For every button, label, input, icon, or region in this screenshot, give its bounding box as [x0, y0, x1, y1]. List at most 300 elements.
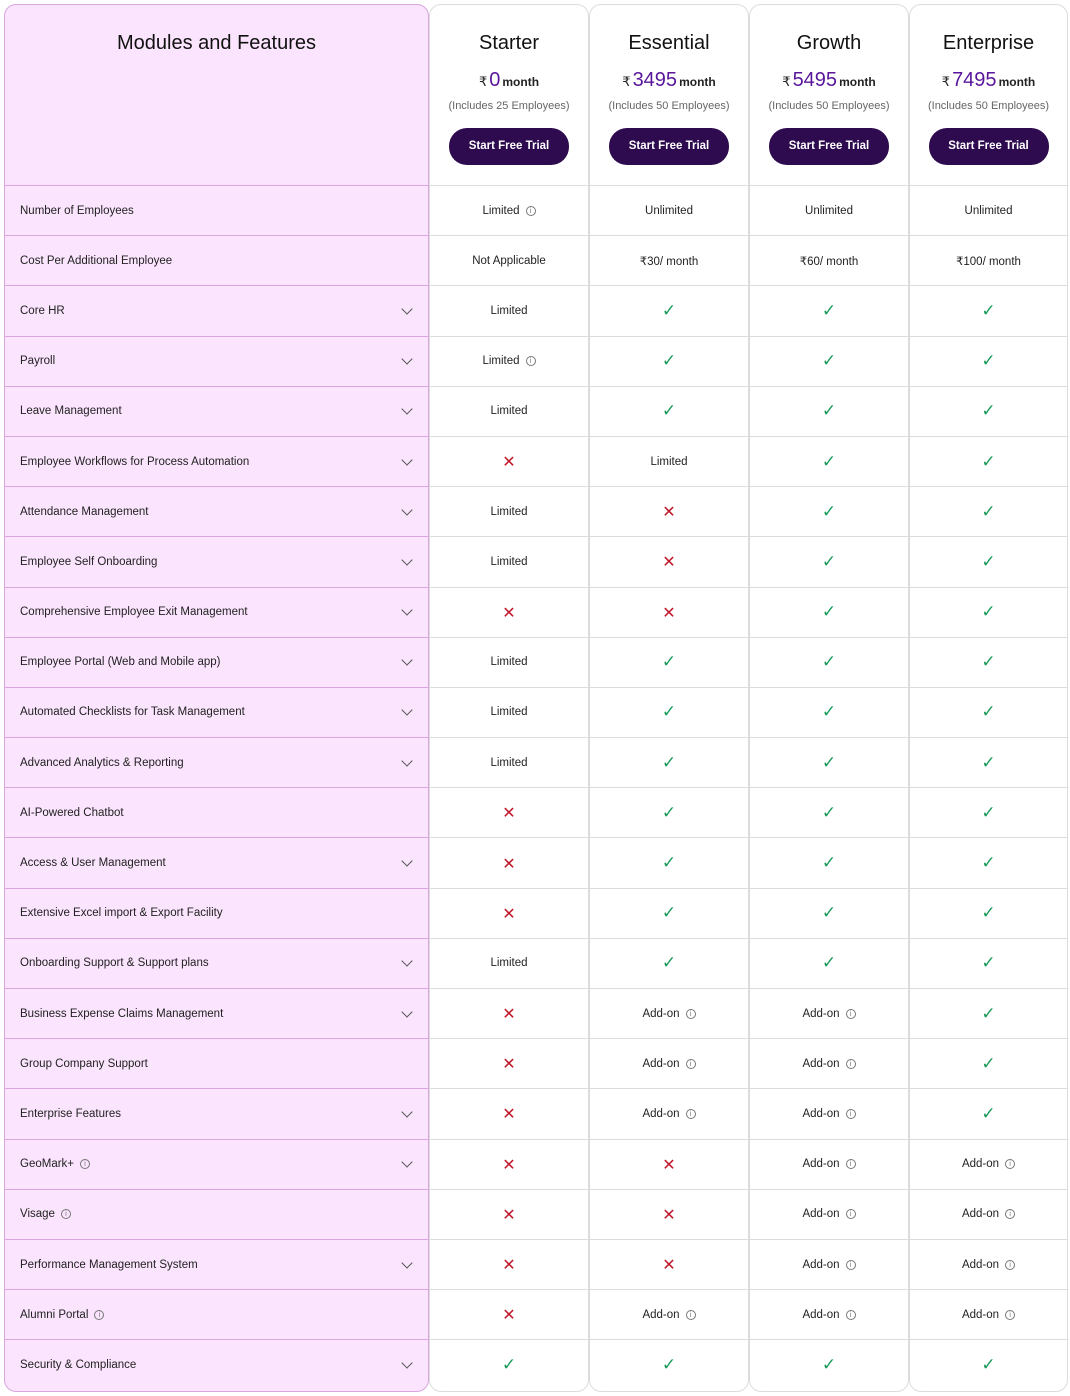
cell-value: Add-on	[642, 1007, 680, 1020]
feature-name: Security & Compliance	[20, 1358, 137, 1371]
plan-feature-cell	[749, 938, 909, 988]
plan-feature-cell	[429, 938, 589, 988]
plan-header	[749, 4, 909, 185]
chevron-down-icon[interactable]	[401, 454, 412, 465]
feature-row-label[interactable]	[4, 486, 429, 536]
price-amount: 3495	[632, 69, 678, 91]
chevron-down-icon[interactable]	[401, 604, 412, 615]
feature-name: Performance Management System	[20, 1258, 198, 1271]
cell-value: ₹100/ month	[956, 255, 1021, 268]
cross-icon: ✕	[502, 1054, 516, 1074]
feature-row-label[interactable]	[4, 436, 429, 486]
chevron-down-icon[interactable]	[401, 956, 412, 967]
plan-feature-cell	[589, 285, 749, 335]
plan-feature-cell	[749, 185, 909, 235]
plan-feature-cell	[589, 988, 749, 1038]
plan-feature-cell	[429, 386, 589, 436]
plan-feature-cell	[429, 1339, 589, 1389]
cross-icon: ✕	[502, 602, 516, 622]
check-icon: ✓	[501, 1354, 517, 1375]
cell-value: Limited	[490, 405, 528, 418]
plan-feature-cell	[909, 1289, 1068, 1339]
plan-feature-cell	[429, 737, 589, 787]
feature-row-label[interactable]	[4, 1088, 429, 1138]
feature-row-label	[4, 1038, 429, 1088]
info-icon[interactable]: i	[1005, 1159, 1015, 1169]
check-icon: ✓	[981, 1003, 996, 1024]
plan-feature-cell	[749, 1239, 909, 1289]
feature-row-label[interactable]	[4, 1239, 429, 1289]
plan-feature-cell	[909, 536, 1068, 586]
plan-feature-cell	[589, 1088, 749, 1138]
check-icon: ✓	[981, 702, 996, 723]
feature-name: Automated Checklists for Task Management	[20, 706, 245, 719]
cross-icon: ✕	[502, 1305, 516, 1325]
cross-icon: ✕	[662, 1255, 676, 1275]
plan-feature-cell	[749, 336, 909, 386]
info-icon[interactable]: i	[526, 206, 536, 216]
plan-feature-cell	[749, 1139, 909, 1189]
info-icon[interactable]: i	[94, 1310, 104, 1320]
info-icon[interactable]: i	[846, 1009, 856, 1019]
feature-row-label[interactable]	[4, 637, 429, 687]
plan-feature-cell	[749, 285, 909, 335]
plan-feature-cell	[429, 1038, 589, 1088]
plan-feature-cell	[749, 637, 909, 687]
chevron-down-icon[interactable]	[401, 1006, 412, 1017]
cell-value: Limited	[650, 455, 688, 468]
check-icon: ✓	[821, 351, 837, 372]
chevron-down-icon[interactable]	[401, 1156, 412, 1167]
info-icon[interactable]: i	[686, 1310, 696, 1320]
info-icon[interactable]: i	[846, 1260, 856, 1270]
plan-feature-cell	[589, 486, 749, 536]
features-header: Modules and Features	[116, 32, 316, 54]
plan-feature-cell	[589, 1139, 749, 1189]
plan-feature-cell	[429, 1289, 589, 1339]
cross-icon: ✕	[502, 903, 516, 923]
feature-name: AI-Powered Chatbot	[20, 806, 124, 819]
plan-feature-cell	[909, 486, 1068, 536]
check-icon: ✓	[981, 953, 996, 974]
cross-icon: ✕	[502, 1204, 516, 1224]
cell-value: Add-on	[642, 1107, 680, 1120]
cell-value: ₹60/ month	[799, 255, 859, 268]
cell-value: Unlimited	[645, 204, 693, 217]
plan-name: Starter	[478, 32, 540, 54]
cell-value: Limited	[490, 304, 528, 317]
plan-feature-cell	[749, 687, 909, 737]
cross-icon: ✕	[502, 853, 516, 873]
info-icon[interactable]: i	[846, 1059, 856, 1069]
plan-feature-cell	[749, 386, 909, 436]
plan-feature-cell	[909, 386, 1068, 436]
plan-price	[909, 69, 1068, 92]
cell-value: Limited	[490, 756, 528, 769]
plan-name: Enterprise	[942, 32, 1035, 54]
price-period: month	[502, 75, 540, 89]
cell-value: Add-on	[642, 1308, 680, 1321]
plan-feature-cell	[589, 837, 749, 887]
start-free-trial-button[interactable]: Start Free Trial	[929, 128, 1049, 165]
cell-value: Add-on	[961, 1158, 1000, 1171]
plan-feature-cell	[429, 837, 589, 887]
plan-feature-cell	[589, 938, 749, 988]
plan-includes: (Includes 50 Employees)	[768, 100, 890, 112]
check-icon: ✓	[821, 903, 837, 924]
plan-feature-cell	[429, 285, 589, 335]
check-icon: ✓	[661, 351, 677, 372]
cell-value: Add-on	[642, 1057, 680, 1070]
cell-value: Add-on	[961, 1258, 1000, 1271]
check-icon: ✓	[821, 1354, 837, 1375]
info-icon[interactable]: i	[846, 1310, 856, 1320]
currency-symbol: ₹	[622, 74, 631, 89]
check-icon: ✓	[981, 1103, 996, 1124]
check-icon: ✓	[661, 802, 677, 823]
cell-value: Not Applicable	[472, 254, 546, 267]
plan-feature-cell	[749, 1038, 909, 1088]
feature-name: Access & User Management	[20, 857, 166, 870]
plan-feature-cell	[909, 1189, 1068, 1239]
plan-feature-cell	[749, 1189, 909, 1239]
start-free-trial-button[interactable]: Start Free Trial	[769, 128, 889, 165]
cell-value: Limited	[490, 505, 528, 518]
feature-name: Employee Portal (Web and Mobile app)	[20, 656, 221, 669]
plan-includes: (Includes 50 Employees)	[608, 100, 730, 112]
chevron-down-icon[interactable]	[401, 705, 412, 716]
plan-feature-cell	[749, 737, 909, 787]
currency-symbol: ₹	[941, 74, 951, 89]
plan-feature-cell	[429, 1189, 589, 1239]
feature-row-label[interactable]	[4, 285, 429, 335]
feature-row-label	[4, 888, 429, 938]
info-icon[interactable]: i	[1005, 1260, 1015, 1270]
plan-includes: (Includes 50 Employees)	[927, 100, 1050, 112]
feature-name: Attendance Management	[20, 505, 149, 518]
plan-feature-cell	[909, 637, 1068, 687]
info-icon[interactable]: i	[846, 1209, 856, 1219]
plan-header	[429, 4, 589, 185]
plan-feature-cell	[909, 787, 1068, 837]
plan-feature-cell	[909, 336, 1068, 386]
check-icon: ✓	[981, 752, 996, 773]
feature-name: Group Company Support	[20, 1057, 148, 1070]
plan-feature-cell	[429, 1139, 589, 1189]
plan-feature-cell	[429, 185, 589, 235]
chevron-down-icon[interactable]	[401, 1257, 412, 1268]
plan-feature-cell	[749, 235, 909, 285]
plan-feature-cell	[909, 587, 1068, 637]
cell-value: Add-on	[802, 1208, 840, 1221]
cross-icon: ✕	[662, 552, 676, 572]
check-icon: ✓	[981, 300, 996, 321]
plan-feature-cell	[589, 687, 749, 737]
check-icon: ✓	[981, 401, 996, 422]
plan-feature-cell	[429, 1239, 589, 1289]
chevron-down-icon[interactable]	[401, 755, 412, 766]
chevron-down-icon[interactable]	[401, 655, 412, 666]
plan-feature-cell	[749, 587, 909, 637]
plan-name: Growth	[796, 32, 862, 54]
cell-value: Unlimited	[805, 204, 853, 217]
plan-feature-cell	[909, 1038, 1068, 1088]
cross-icon: ✕	[502, 452, 516, 472]
chevron-down-icon[interactable]	[401, 404, 412, 415]
plan-feature-cell	[909, 938, 1068, 988]
check-icon: ✓	[821, 451, 837, 472]
cell-value: Add-on	[961, 1208, 1000, 1221]
feature-name: Alumni Portal	[20, 1308, 89, 1321]
cell-value: Unlimited	[964, 204, 1013, 217]
check-icon: ✓	[661, 401, 677, 422]
plan-feature-cell	[909, 988, 1068, 1038]
plan-feature-cell	[909, 1139, 1068, 1189]
plan-feature-cell	[589, 386, 749, 436]
plan-feature-cell	[749, 1289, 909, 1339]
feature-name: Number of Employees	[20, 204, 134, 217]
check-icon: ✓	[821, 802, 837, 823]
check-icon: ✓	[821, 501, 837, 522]
plan-feature-cell	[749, 436, 909, 486]
cell-value: Add-on	[802, 1057, 840, 1070]
plan-feature-cell	[749, 888, 909, 938]
start-free-trial-button[interactable]: Start Free Trial	[449, 128, 569, 165]
plan-price	[749, 69, 909, 92]
feature-name: Cost Per Additional Employee	[20, 254, 173, 267]
cell-value: Add-on	[802, 1107, 840, 1120]
feature-name: Payroll	[20, 355, 56, 368]
feature-row-label	[4, 787, 429, 837]
plan-feature-cell	[909, 737, 1068, 787]
cell-value: Add-on	[961, 1308, 1000, 1321]
feature-row-label[interactable]	[4, 386, 429, 436]
feature-row-label[interactable]	[4, 1339, 429, 1389]
info-icon[interactable]: i	[526, 356, 536, 366]
check-icon: ✓	[821, 953, 837, 974]
check-icon: ✓	[821, 602, 837, 623]
feature-row-label	[4, 235, 429, 285]
plan-feature-cell	[429, 336, 589, 386]
plan-feature-cell	[429, 637, 589, 687]
feature-name: Extensive Excel import & Export Facility	[20, 907, 223, 920]
feature-name: Employee Workflows for Process Automation	[20, 455, 250, 468]
feature-row-label	[4, 1289, 429, 1339]
plan-feature-cell	[429, 1088, 589, 1138]
plan-feature-cell	[429, 235, 589, 285]
plan-feature-cell	[749, 1339, 909, 1389]
feature-row-label[interactable]	[4, 938, 429, 988]
cross-icon: ✕	[662, 1154, 676, 1174]
check-icon: ✓	[661, 1354, 677, 1375]
feature-name: Business Expense Claims Management	[20, 1007, 224, 1020]
check-icon: ✓	[981, 652, 996, 673]
currency-symbol: ₹	[478, 74, 488, 89]
chevron-down-icon[interactable]	[401, 504, 412, 515]
pricing-comparison-table	[4, 4, 1068, 1390]
plan-feature-cell	[909, 888, 1068, 938]
info-icon[interactable]: i	[1005, 1209, 1015, 1219]
check-icon: ✓	[981, 602, 996, 623]
plan-feature-cell	[429, 536, 589, 586]
check-icon: ✓	[981, 802, 996, 823]
plan-feature-cell	[589, 587, 749, 637]
feature-row-label[interactable]	[4, 587, 429, 637]
currency-symbol: ₹	[782, 74, 791, 89]
plan-feature-cell	[589, 336, 749, 386]
check-icon: ✓	[661, 300, 677, 321]
plan-feature-cell	[749, 988, 909, 1038]
price-period: month	[839, 75, 876, 89]
info-icon[interactable]: i	[686, 1109, 696, 1119]
check-icon: ✓	[821, 300, 837, 321]
cell-value: Add-on	[802, 1158, 840, 1171]
plan-feature-cell	[749, 837, 909, 887]
check-icon: ✓	[661, 752, 677, 773]
plan-feature-cell	[589, 888, 749, 938]
price-amount: 5495	[792, 69, 838, 91]
feature-name: Onboarding Support & Support plans	[20, 957, 209, 970]
plan-feature-cell	[429, 888, 589, 938]
feature-row-label[interactable]	[4, 536, 429, 586]
feature-name: GeoMark+	[20, 1158, 75, 1171]
feature-row-label[interactable]	[4, 687, 429, 737]
plan-feature-cell	[429, 436, 589, 486]
feature-row-label[interactable]	[4, 336, 429, 386]
plan-header	[589, 4, 749, 185]
check-icon: ✓	[821, 702, 837, 723]
chevron-down-icon[interactable]	[401, 303, 412, 314]
cross-icon: ✕	[502, 803, 516, 823]
cell-value: Limited	[490, 706, 528, 719]
info-icon[interactable]: i	[61, 1209, 71, 1219]
cell-value: Limited	[482, 204, 520, 217]
cell-value: Limited	[490, 656, 528, 669]
start-free-trial-button[interactable]: Start Free Trial	[609, 128, 729, 165]
plan-feature-cell	[589, 185, 749, 235]
plan-price	[429, 69, 589, 92]
cell-value: Limited	[482, 355, 520, 368]
feature-name: Enterprise Features	[20, 1107, 121, 1120]
check-icon: ✓	[821, 401, 837, 422]
check-icon: ✓	[661, 903, 677, 924]
info-icon[interactable]: i	[846, 1159, 856, 1169]
cell-value: Add-on	[802, 1308, 840, 1321]
check-icon: ✓	[981, 351, 996, 372]
check-icon: ✓	[981, 903, 996, 924]
check-icon: ✓	[821, 551, 837, 572]
cell-value: ₹30/ month	[639, 255, 699, 268]
chevron-down-icon[interactable]	[401, 554, 412, 565]
feature-row-label	[4, 185, 429, 235]
feature-name: Comprehensive Employee Exit Management	[20, 606, 248, 619]
feature-name: Employee Self Onboarding	[20, 555, 158, 568]
plan-feature-cell	[589, 1289, 749, 1339]
feature-name: Leave Management	[20, 405, 122, 418]
plan-feature-cell	[749, 1088, 909, 1138]
plan-feature-cell	[749, 787, 909, 837]
price-period: month	[679, 75, 716, 89]
plan-feature-cell	[909, 1239, 1068, 1289]
cross-icon: ✕	[662, 602, 676, 622]
plan-feature-cell	[589, 436, 749, 486]
feature-name: Core HR	[20, 304, 65, 317]
check-icon: ✓	[981, 853, 996, 874]
price-amount: 0	[489, 69, 501, 91]
chevron-down-icon[interactable]	[401, 855, 412, 866]
plan-feature-cell	[589, 235, 749, 285]
plan-feature-cell	[909, 687, 1068, 737]
cross-icon: ✕	[662, 502, 676, 522]
plan-feature-cell	[589, 1189, 749, 1239]
check-icon: ✓	[661, 853, 677, 874]
cell-value: Limited	[490, 555, 528, 568]
plan-feature-cell	[429, 988, 589, 1038]
info-icon[interactable]: i	[686, 1009, 696, 1019]
info-icon[interactable]: i	[686, 1059, 696, 1069]
check-icon: ✓	[981, 501, 996, 522]
plan-feature-cell	[909, 235, 1068, 285]
feature-row-label[interactable]	[4, 1139, 429, 1189]
plan-feature-cell	[909, 285, 1068, 335]
check-icon: ✓	[661, 702, 677, 723]
cross-icon: ✕	[662, 1204, 676, 1224]
cell-value: Limited	[490, 957, 528, 970]
cross-icon: ✕	[502, 1004, 516, 1024]
info-icon[interactable]: i	[846, 1109, 856, 1119]
cell-value: Add-on	[802, 1258, 840, 1271]
cross-icon: ✕	[502, 1255, 516, 1275]
feature-name: Visage	[20, 1208, 55, 1221]
check-icon: ✓	[821, 752, 837, 773]
cross-icon: ✕	[502, 1104, 516, 1124]
feature-row-label[interactable]	[4, 837, 429, 887]
plan-feature-cell	[429, 486, 589, 536]
chevron-down-icon[interactable]	[401, 1357, 412, 1368]
plan-feature-cell	[909, 1339, 1068, 1389]
plan-feature-cell	[749, 486, 909, 536]
plan-feature-cell	[429, 587, 589, 637]
check-icon: ✓	[981, 1053, 996, 1074]
check-icon: ✓	[821, 853, 837, 874]
check-icon: ✓	[981, 1354, 996, 1375]
plan-feature-cell	[909, 1088, 1068, 1138]
plan-feature-cell	[909, 436, 1068, 486]
plan-feature-cell	[589, 1339, 749, 1389]
plan-feature-cell	[909, 837, 1068, 887]
info-icon[interactable]: i	[80, 1159, 90, 1169]
plan-name: Essential	[628, 32, 710, 54]
plan-feature-cell	[589, 787, 749, 837]
feature-row-label[interactable]	[4, 988, 429, 1038]
chevron-down-icon[interactable]	[401, 1106, 412, 1117]
feature-row-label[interactable]	[4, 737, 429, 787]
check-icon: ✓	[661, 652, 677, 673]
plan-feature-cell	[589, 637, 749, 687]
check-icon: ✓	[661, 953, 677, 974]
plan-includes: (Includes 25 Employees)	[448, 100, 570, 112]
plan-feature-cell	[589, 737, 749, 787]
plan-feature-cell	[749, 536, 909, 586]
feature-name: Advanced Analytics & Reporting	[20, 756, 184, 769]
info-icon[interactable]: i	[1005, 1310, 1015, 1320]
price-amount: 7495	[952, 69, 997, 91]
plan-feature-cell	[909, 185, 1068, 235]
cross-icon: ✕	[502, 1154, 516, 1174]
check-icon: ✓	[981, 551, 996, 572]
chevron-down-icon[interactable]	[401, 353, 412, 364]
plan-feature-cell	[589, 1038, 749, 1088]
